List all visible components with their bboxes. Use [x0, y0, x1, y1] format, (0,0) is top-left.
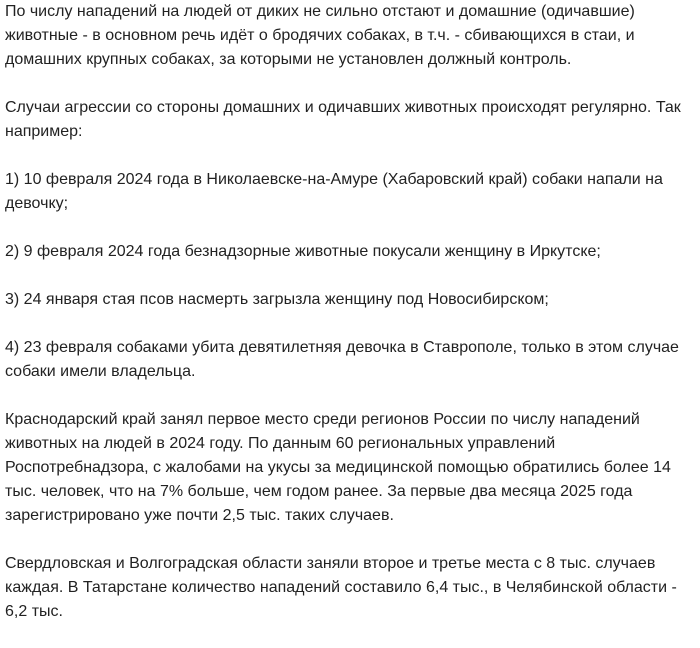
article-body: [5, 0, 697, 648]
paragraph-case-2: 2) 9 февраля 2024 года безнадзорные животные покусали женщину в Иркутске;: [5, 243, 601, 260]
paragraph-krasnodar-stats: Краснодарский край занял первое место среди регионов России по числу нападений животных на людей в 2024 году. По данным 60 региональных управлений Роспотребнадзора, с жалобами на укусы за медицинской помощью обратились более 14 тыс. человек, что на 7% больше, чем годом ранее. За первые два месяца 2025 года зарегистрировано уже почти 2,5 тыс. таких случаев.: [5, 411, 671, 524]
paragraph-case-1: 1) 10 февраля 2024 года в Николаевске-на-Амуре (Хабаровский край) собаки напали на девочку;: [5, 171, 663, 212]
paragraph-cases-intro: Случаи агрессии со стороны домашних и одичавших животных происходят регулярно. Так например:: [5, 99, 681, 140]
paragraph-intro: По числу нападений на людей от диких не сильно отстают и домашние (одичавшие) животные - в основном речь идёт о бродячих собаках, в т.ч. - сбивающихся в стаи, и домашних крупных собаках, за которыми не установлен должный контроль.: [5, 3, 635, 68]
paragraph-case-4: 4) 23 февраля собаками убита девятилетняя девочка в Ставрополе, только в этом случае собаки имели владельца.: [5, 339, 679, 380]
paragraph-regions-stats: Свердловская и Волгоградская области заняли второе и третье места с 8 тыс. случаев каждая. В Татарстане количество нападений составило 6,4 тыс., в Челябинской области - 6,2 тыс.: [5, 555, 677, 620]
paragraph-case-3: 3) 24 января стая псов насмерть загрызла женщину под Новосибирском;: [5, 291, 549, 308]
